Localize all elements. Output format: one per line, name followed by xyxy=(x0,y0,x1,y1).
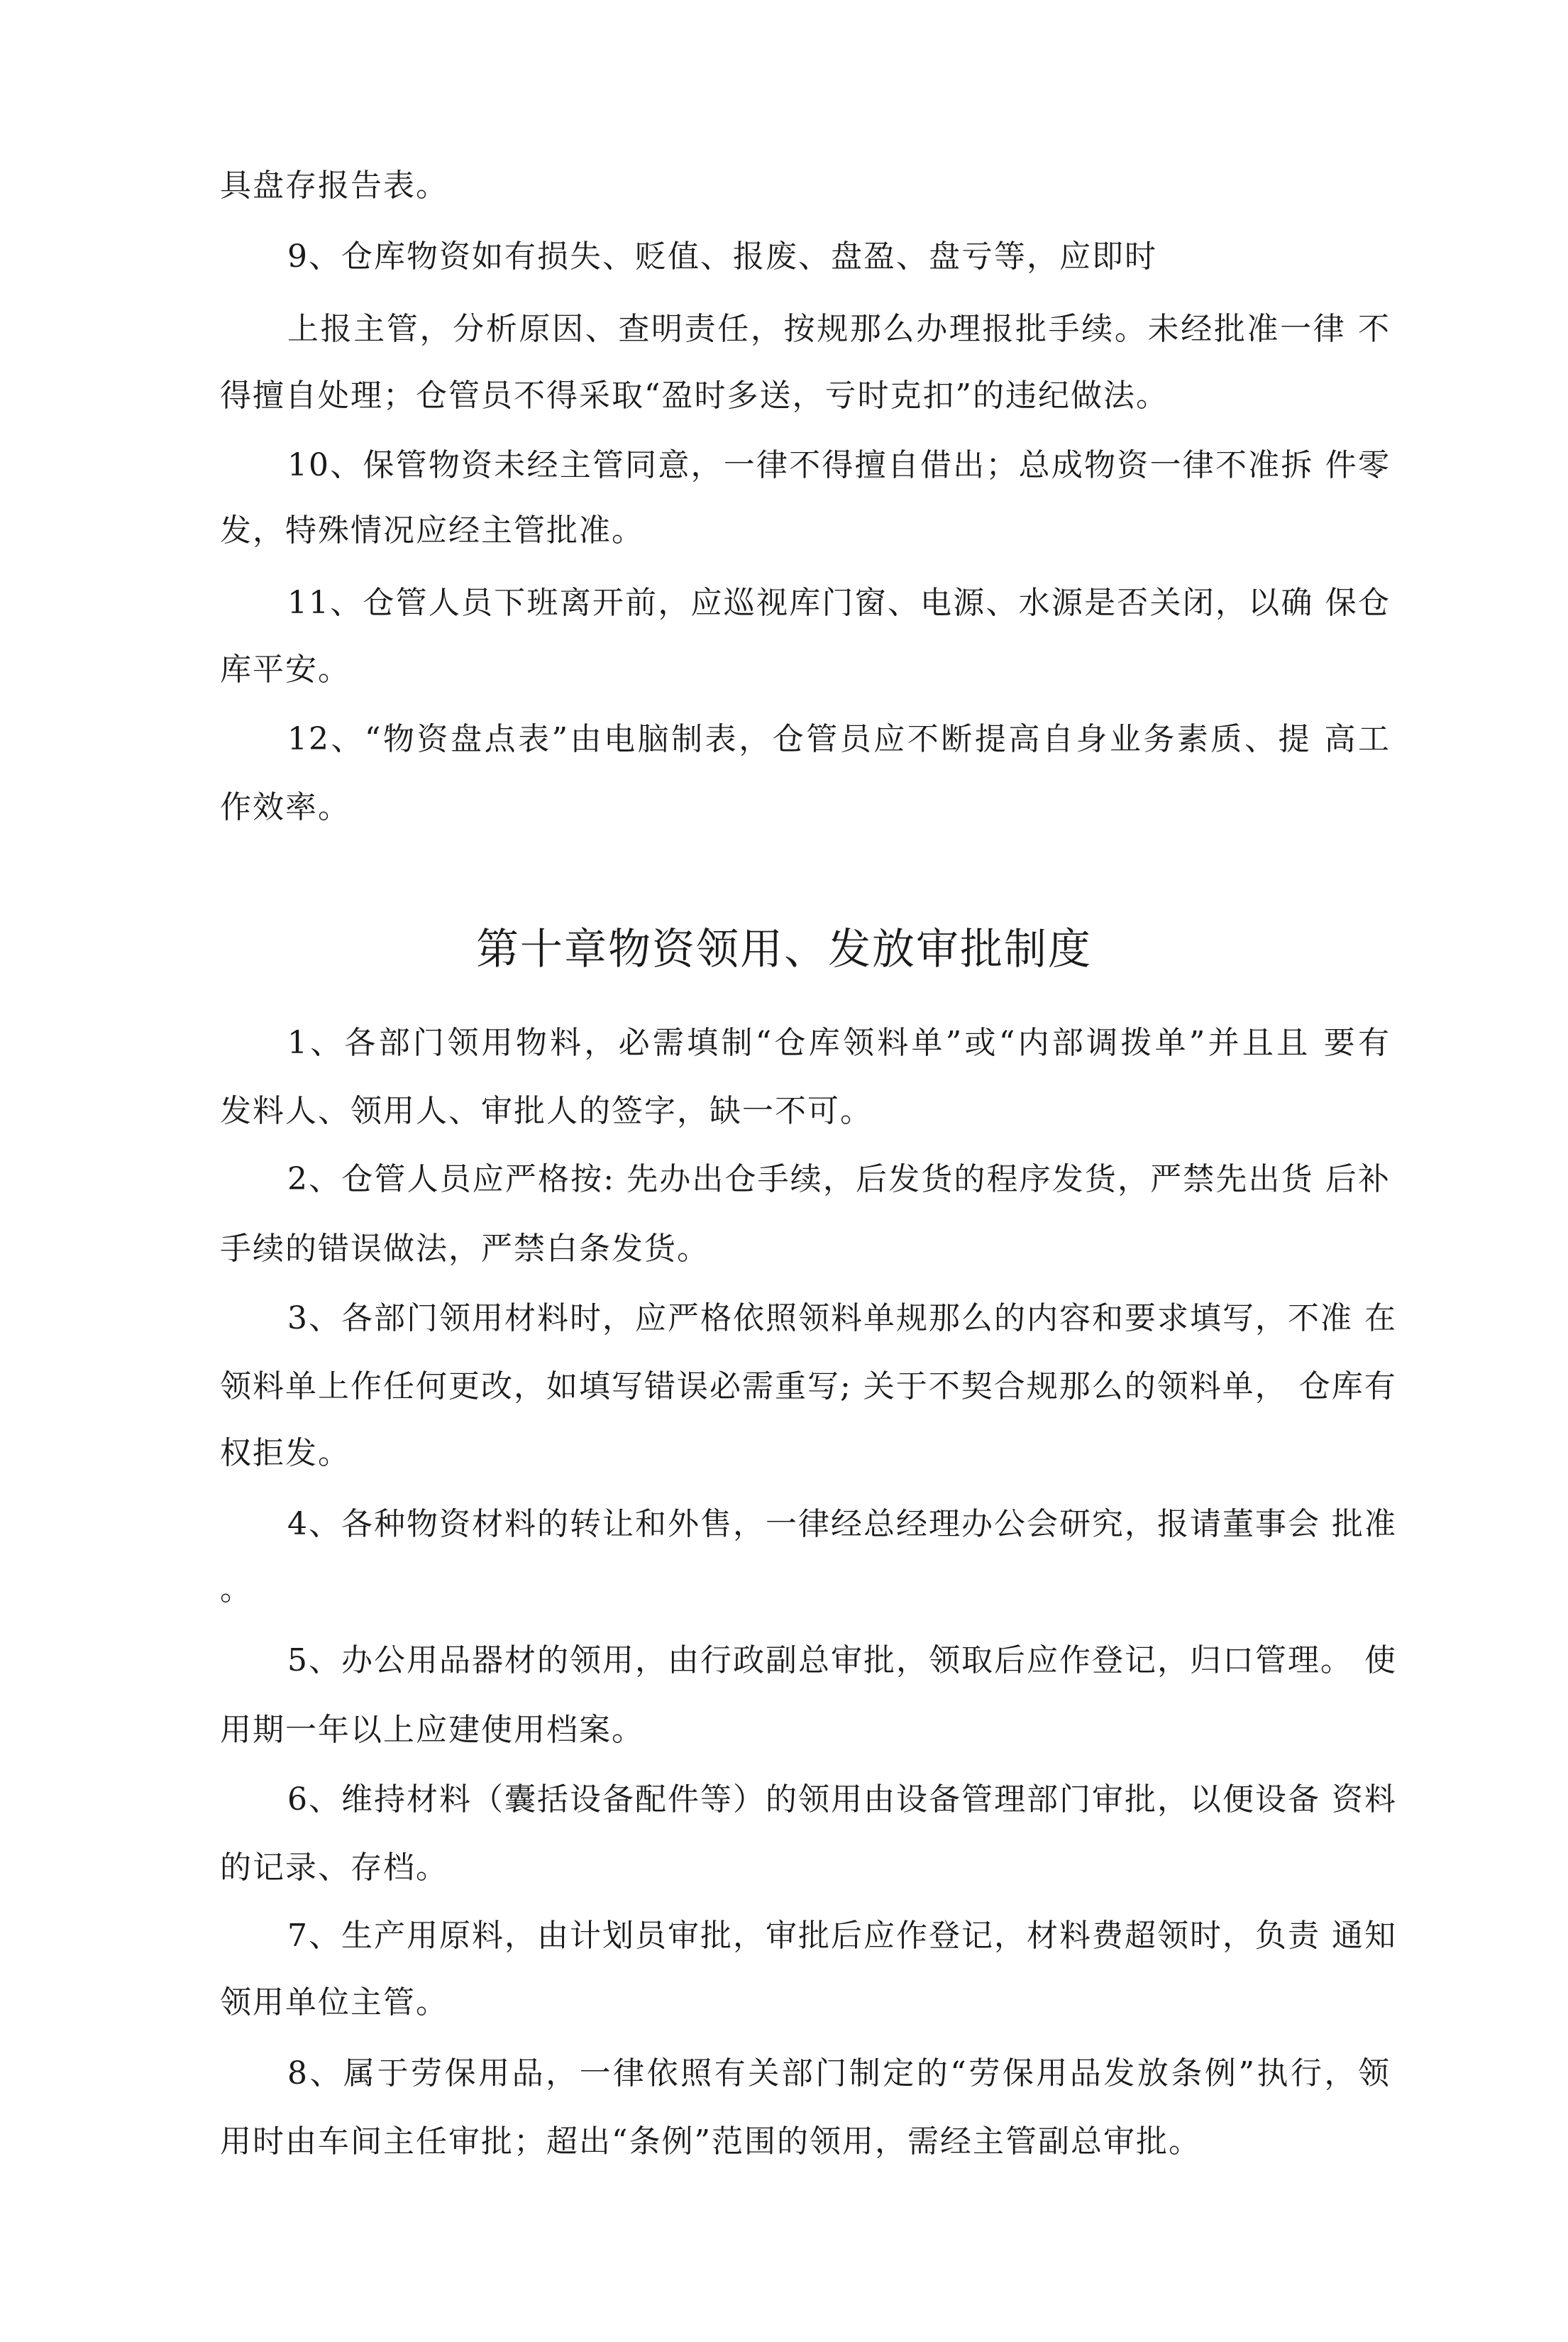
paragraph-line: 领用单位主管。 xyxy=(220,1984,448,2021)
paragraph-line: 9、仓库物资如有损失、贬值、报废、盘盈、盘亏等，应即时 xyxy=(287,238,1157,275)
paragraph-line: 7、生产用原料，由计划员审批，审批后应作登记，材料费超领时，负责 通知 xyxy=(287,1918,1397,1954)
paragraph-line: 8、属于劳保用品，一律依照有关部门制定的“劳保用品发放条例”执行，领 xyxy=(287,2055,1391,2091)
paragraph-line: 12、“物资盘点表”由电脑制表，仓管员应不断提高自身业务素质、提 高工 xyxy=(287,721,1391,757)
paragraph-line: 2、仓管人员应严格按: 先办出仓手续，后发货的程序发货，严禁先出货 后补 xyxy=(287,1161,1391,1197)
paragraph-line: 1、各部门领用物料，必需填制“仓库领料单”或“内部调拨单”并且且 要有 xyxy=(287,1025,1391,1061)
paragraph-line: 权拒发。 xyxy=(220,1435,350,1471)
paragraph-line: 作效率。 xyxy=(220,789,350,825)
paragraph-line: 发料人、领用人、审批人的签字，缺一不可。 xyxy=(220,1093,873,1129)
paragraph-line: 的记录、存档。 xyxy=(220,1849,448,1886)
paragraph-line: 上报主管，分析原因、查明责任，按规那么办理报批手续。未经批准一律 不 xyxy=(287,311,1391,347)
paragraph-line: 。 xyxy=(220,1571,253,1607)
paragraph-line: 具盘存报告表。 xyxy=(220,167,448,204)
paragraph-line: 用时由车间主任审批；超出“条例”范围的领用，需经主管副总审批。 xyxy=(220,2123,1201,2160)
paragraph-line: 6、维持材料（囊括设备配件等）的领用由设备管理部门审批，以便设备 资料 xyxy=(287,1781,1397,1818)
paragraph-line: 发，特殊情况应经主管批准。 xyxy=(220,512,644,549)
paragraph-line: 库平安。 xyxy=(220,652,350,688)
paragraph-line: 10、保管物资未经主管同意，一律不得擅自借出；总成物资一律不准拆 件零 xyxy=(287,447,1391,483)
paragraph-line: 3、各部门领用材料时，应严格依照领料单规那么的内容和要求填写，不准 在 xyxy=(287,1300,1397,1336)
paragraph-line: 用期一年以上应建使用档案。 xyxy=(220,1712,644,1748)
paragraph-line: 手续的错误做法，严禁白条发货。 xyxy=(220,1231,710,1267)
paragraph-line: 4、各种物资材料的转让和外售，一律经总经理办公会研究，报请董事会 批准 xyxy=(287,1506,1397,1542)
paragraph-line: 得擅自处理；仓管员不得采取“盈时多送，亏时克扣”的违纪做法。 xyxy=(220,378,1169,414)
paragraph-line: 11、仓管人员下班离开前，应巡视库门窗、电源、水源是否关闭，以确 保仓 xyxy=(287,585,1391,621)
chapter-title: 第十章物资领用、发放审批制度 xyxy=(476,925,1092,974)
paragraph-line: 领料单上作任何更改，如填写错误必需重写; 关于不契合规那么的领料单， 仓库有 xyxy=(220,1368,1397,1404)
paragraph-line: 5、办公用品器材的领用，由行政副总审批，领取后应作登记，归口管理。 使 xyxy=(287,1642,1397,1678)
